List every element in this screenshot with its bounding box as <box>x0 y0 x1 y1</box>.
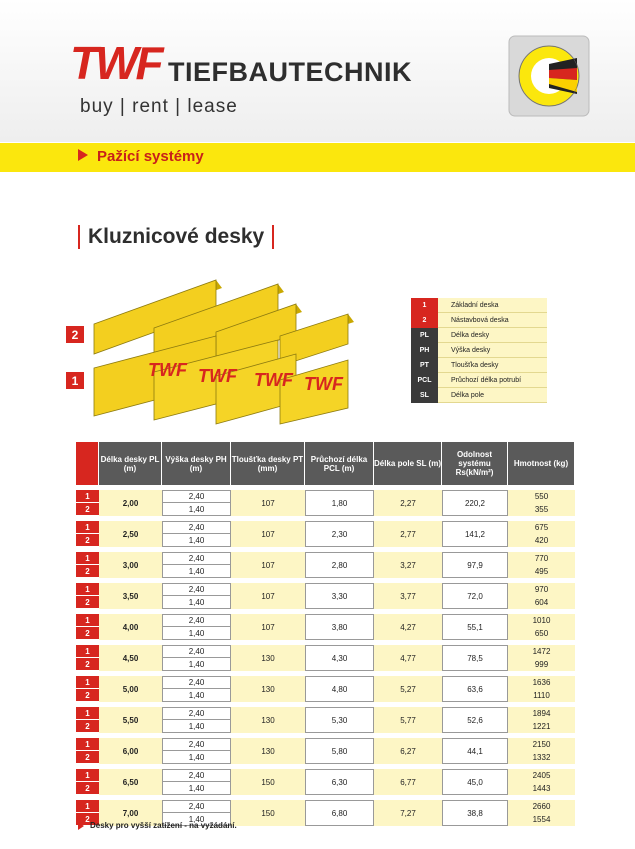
cell-weight-base: 675 <box>508 521 575 534</box>
cell-field-length: 6,27 <box>374 738 442 764</box>
cell-height-base: 2,40 <box>162 614 231 627</box>
header-corner <box>76 442 99 485</box>
cell-length: 6,00 <box>99 738 162 764</box>
row-type-base: 1 <box>76 738 99 751</box>
row-type-extension: 2 <box>76 565 99 578</box>
table-row <box>76 676 575 689</box>
panel-brand-label: TWF <box>148 360 187 380</box>
table-row <box>76 583 575 596</box>
legend-code: PL <box>411 328 438 343</box>
cell-thickness: 107 <box>231 521 305 547</box>
header-height: Výška desky PH (m) <box>162 442 231 485</box>
specs-table <box>76 442 575 826</box>
cell-thickness: 107 <box>231 490 305 516</box>
cell-height-extension: 1,40 <box>162 751 231 764</box>
cell-height-extension: 1,40 <box>162 813 231 826</box>
cell-weight-extension: 355 <box>508 503 575 516</box>
cell-weight-base: 2660 <box>508 800 575 813</box>
cell-height-base: 2,40 <box>162 676 231 689</box>
cell-resistance: 45,0 <box>442 769 508 795</box>
row-type-extension: 2 <box>76 534 99 547</box>
cell-resistance: 220,2 <box>442 490 508 516</box>
cell-length: 5,00 <box>99 676 162 702</box>
cell-weight-base: 970 <box>508 583 575 596</box>
legend-table <box>411 298 547 403</box>
row-type-extension: 2 <box>76 596 99 609</box>
row-type-extension: 2 <box>76 627 99 640</box>
cell-thickness: 150 <box>231 769 305 795</box>
cell-pipe-length: 3,30 <box>305 583 374 609</box>
cell-weight-extension: 1443 <box>508 782 575 795</box>
table-row <box>76 552 575 565</box>
cell-pipe-length: 5,30 <box>305 707 374 733</box>
footnote <box>78 821 237 830</box>
label-extension-panel: 2 <box>71 328 79 342</box>
cell-thickness: 130 <box>231 738 305 764</box>
table-row <box>76 645 575 658</box>
footnote-text: Desky pro vyšší zatížení - na vyžádání. <box>90 821 237 830</box>
quality-badge-icon <box>507 34 591 118</box>
table-row <box>76 490 575 503</box>
cell-height-base: 2,40 <box>162 521 231 534</box>
cell-thickness: 130 <box>231 707 305 733</box>
row-type-base: 1 <box>76 583 99 596</box>
header-length: Délka desky PL (m) <box>99 442 162 485</box>
cell-field-length: 4,27 <box>374 614 442 640</box>
category-bar <box>0 143 635 172</box>
category-title: Pažící systémy <box>97 148 204 165</box>
cell-weight-extension: 1110 <box>508 689 575 702</box>
cell-length: 3,50 <box>99 583 162 609</box>
table-row <box>76 800 575 813</box>
legend-description: Nástavbová deska <box>438 313 547 328</box>
legend-code: SL <box>411 388 438 403</box>
header-pipe-length: Průchozí délka PCL (m) <box>305 442 374 485</box>
legend-description: Průchozí délka potrubí <box>438 373 547 388</box>
row-type-base: 1 <box>76 676 99 689</box>
legend-row <box>411 328 547 343</box>
row-type-extension: 2 <box>76 813 99 826</box>
row-type-extension: 2 <box>76 782 99 795</box>
legend-row <box>411 298 547 313</box>
legend-row <box>411 388 547 403</box>
legend-code: 1 <box>411 298 438 313</box>
cell-height-extension: 1,40 <box>162 782 231 795</box>
cell-length: 6,50 <box>99 769 162 795</box>
cell-thickness: 130 <box>231 676 305 702</box>
legend-row <box>411 343 547 358</box>
row-type-extension: 2 <box>76 658 99 671</box>
cell-height-base: 2,40 <box>162 490 231 503</box>
legend-description: Délka pole <box>438 388 547 403</box>
legend-description: Základní deska <box>438 298 547 313</box>
cell-pipe-length: 5,80 <box>305 738 374 764</box>
cell-field-length: 5,27 <box>374 676 442 702</box>
cell-resistance: 72,0 <box>442 583 508 609</box>
cell-length: 4,50 <box>99 645 162 671</box>
row-type-base: 1 <box>76 707 99 720</box>
row-type-base: 1 <box>76 800 99 813</box>
cell-thickness: 150 <box>231 800 305 826</box>
cell-weight-extension: 1554 <box>508 813 575 826</box>
cell-resistance: 52,6 <box>442 707 508 733</box>
cell-weight-extension: 650 <box>508 627 575 640</box>
cell-height-extension: 1,40 <box>162 596 231 609</box>
header-resistance: Odolnost systému Rs(kN/m²) <box>442 442 508 485</box>
cell-pipe-length: 6,30 <box>305 769 374 795</box>
trench-panels-illustration <box>66 270 366 425</box>
table-row <box>76 614 575 627</box>
cell-weight-extension: 1332 <box>508 751 575 764</box>
legend-row <box>411 373 547 388</box>
section-title <box>70 225 282 249</box>
cell-height-extension: 1,40 <box>162 565 231 578</box>
cell-resistance: 55,1 <box>442 614 508 640</box>
cell-length: 4,00 <box>99 614 162 640</box>
cell-pipe-length: 6,80 <box>305 800 374 826</box>
cell-thickness: 107 <box>231 614 305 640</box>
cell-thickness: 107 <box>231 583 305 609</box>
cell-field-length: 6,77 <box>374 769 442 795</box>
legend-code: PCL <box>411 373 438 388</box>
cell-weight-extension: 604 <box>508 596 575 609</box>
cell-weight-extension: 999 <box>508 658 575 671</box>
row-type-extension: 2 <box>76 720 99 733</box>
panel-brand-label: TWF <box>304 374 343 394</box>
cell-pipe-length: 3,80 <box>305 614 374 640</box>
table-row <box>76 769 575 782</box>
cell-field-length: 5,77 <box>374 707 442 733</box>
table-row <box>76 707 575 720</box>
cell-field-length: 3,27 <box>374 552 442 578</box>
cell-weight-base: 1636 <box>508 676 575 689</box>
cell-height-extension: 1,40 <box>162 627 231 640</box>
legend-code: PT <box>411 358 438 373</box>
cell-thickness: 107 <box>231 552 305 578</box>
table-row <box>76 521 575 534</box>
cell-field-length: 3,77 <box>374 583 442 609</box>
cell-height-extension: 1,40 <box>162 720 231 733</box>
row-type-base: 1 <box>76 490 99 503</box>
cell-field-length: 2,27 <box>374 490 442 516</box>
cell-height-base: 2,40 <box>162 769 231 782</box>
header-field-length: Délka pole SL (m) <box>374 442 442 485</box>
cell-length: 7,00 <box>99 800 162 826</box>
cell-weight-extension: 1221 <box>508 720 575 733</box>
cell-resistance: 44,1 <box>442 738 508 764</box>
section-title-text: Kluznicové desky <box>88 225 265 248</box>
legend-row <box>411 313 547 328</box>
panel-brand-label: TWF <box>198 366 237 386</box>
header-thickness: Tloušťka desky PT (mm) <box>231 442 305 485</box>
cell-resistance: 63,6 <box>442 676 508 702</box>
cell-resistance: 38,8 <box>442 800 508 826</box>
triangle-arrow-icon <box>78 822 84 830</box>
legend-description: Délka desky <box>438 328 547 343</box>
legend-description: Výška desky <box>438 343 547 358</box>
cell-height-base: 2,40 <box>162 552 231 565</box>
row-type-base: 1 <box>76 552 99 565</box>
cell-field-length: 2,77 <box>374 521 442 547</box>
cell-height-extension: 1,40 <box>162 503 231 516</box>
table-row <box>76 738 575 751</box>
cell-height-extension: 1,40 <box>162 689 231 702</box>
cell-weight-base: 2405 <box>508 769 575 782</box>
legend-row <box>411 358 547 373</box>
cell-height-base: 2,40 <box>162 800 231 813</box>
row-type-extension: 2 <box>76 751 99 764</box>
cell-length: 3,00 <box>99 552 162 578</box>
row-type-base: 1 <box>76 645 99 658</box>
tagline: buy | rent | lease <box>80 96 238 117</box>
header-weight: Hmotnost (kg) <box>508 442 575 485</box>
cell-weight-extension: 420 <box>508 534 575 547</box>
row-type-base: 1 <box>76 521 99 534</box>
triangle-arrow-icon <box>78 149 88 161</box>
cell-length: 2,50 <box>99 521 162 547</box>
cell-weight-base: 2150 <box>508 738 575 751</box>
legend-code: PH <box>411 343 438 358</box>
panel-brand-label: TWF <box>254 370 293 390</box>
cell-length: 2,00 <box>99 490 162 516</box>
cell-field-length: 4,77 <box>374 645 442 671</box>
cell-pipe-length: 2,80 <box>305 552 374 578</box>
cell-height-base: 2,40 <box>162 707 231 720</box>
cell-pipe-length: 4,30 <box>305 645 374 671</box>
row-type-extension: 2 <box>76 689 99 702</box>
legend-description: Tloušťka desky <box>438 358 547 373</box>
row-type-extension: 2 <box>76 503 99 516</box>
cell-weight-base: 1010 <box>508 614 575 627</box>
cell-pipe-length: 2,30 <box>305 521 374 547</box>
cell-weight-base: 550 <box>508 490 575 503</box>
cell-pipe-length: 4,80 <box>305 676 374 702</box>
legend-code: 2 <box>411 313 438 328</box>
cell-height-extension: 1,40 <box>162 658 231 671</box>
table-header-row <box>76 442 575 485</box>
cell-height-extension: 1,40 <box>162 534 231 547</box>
cell-pipe-length: 1,80 <box>305 490 374 516</box>
cell-resistance: 78,5 <box>442 645 508 671</box>
cell-length: 5,50 <box>99 707 162 733</box>
cell-weight-extension: 495 <box>508 565 575 578</box>
cell-height-base: 2,40 <box>162 645 231 658</box>
cell-weight-base: 1894 <box>508 707 575 720</box>
row-type-base: 1 <box>76 769 99 782</box>
cell-weight-base: 1472 <box>508 645 575 658</box>
row-type-base: 1 <box>76 614 99 627</box>
label-base-panel: 1 <box>71 374 79 388</box>
cell-height-base: 2,40 <box>162 738 231 751</box>
cell-thickness: 130 <box>231 645 305 671</box>
cell-resistance: 141,2 <box>442 521 508 547</box>
brand-name: TIEFBAUTECHNIK <box>168 57 412 87</box>
cell-resistance: 97,9 <box>442 552 508 578</box>
twf-logo: TWF <box>70 37 161 89</box>
cell-height-base: 2,40 <box>162 583 231 596</box>
cell-weight-base: 770 <box>508 552 575 565</box>
cell-field-length: 7,27 <box>374 800 442 826</box>
